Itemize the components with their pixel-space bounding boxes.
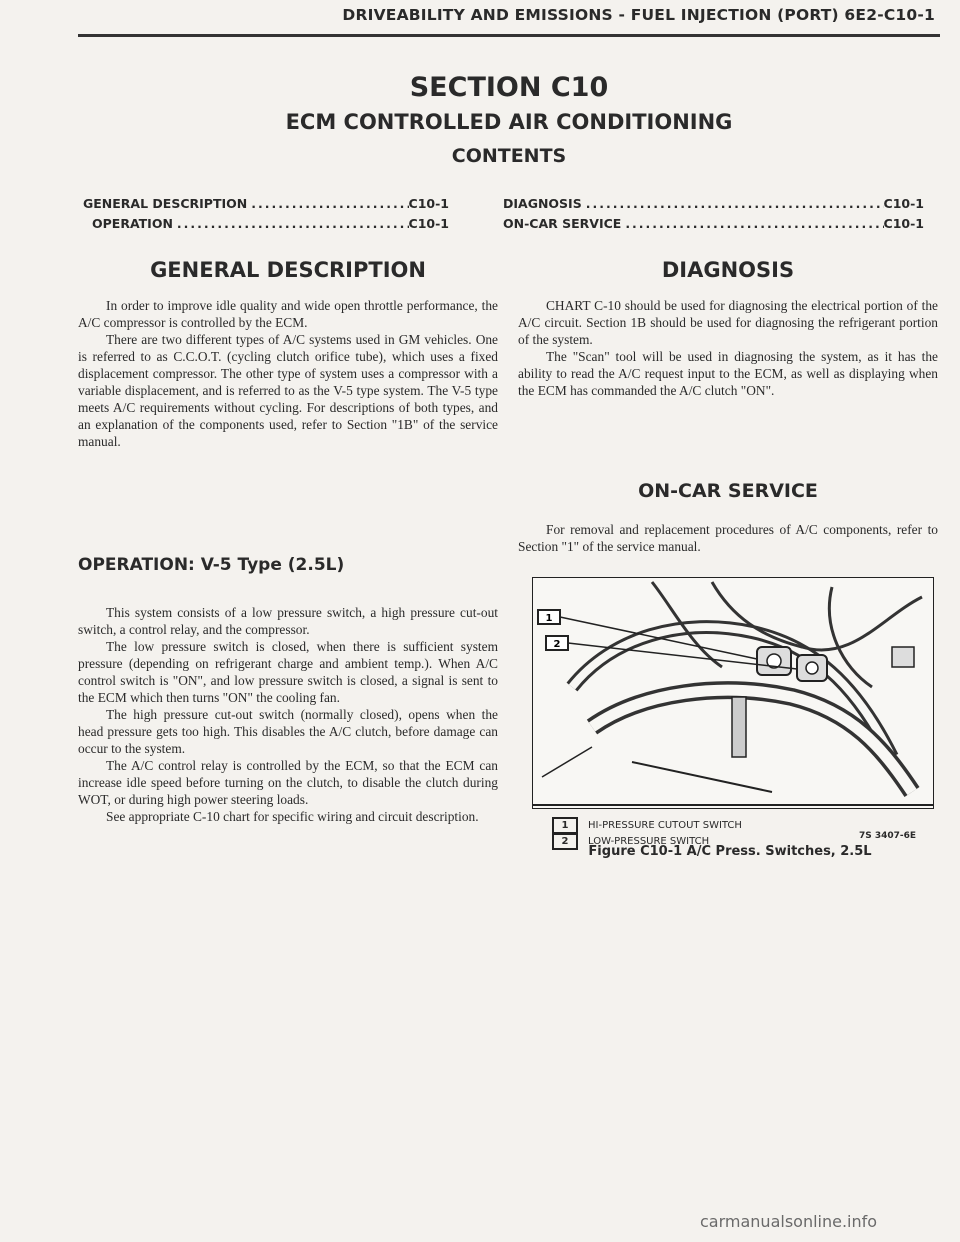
paragraph: For removal and replacement procedures of A/C components, refer to Section "1" of the service manual. xyxy=(518,522,938,554)
operation-body xyxy=(78,604,498,825)
toc-leader xyxy=(621,216,883,231)
contents-title: CONTENTS xyxy=(451,145,567,167)
header-rule xyxy=(78,34,940,37)
toc-page: C10-1 xyxy=(883,216,924,231)
legend-text: LOW-PRESSURE SWITCH xyxy=(588,836,710,847)
running-head: DRIVEABILITY AND EMISSIONS - FUEL INJECTION (PORT) 6E2-C10-1 xyxy=(342,6,935,24)
diagnosis-body xyxy=(518,297,938,399)
figure-legend-item-1 xyxy=(552,817,742,834)
toc-leader xyxy=(582,196,884,211)
diagnosis-heading: DIAGNOSIS xyxy=(661,258,795,282)
toc-leader xyxy=(247,196,408,211)
toc-page: C10-1 xyxy=(408,196,449,211)
toc-page: C10-1 xyxy=(883,196,924,211)
toc-entry-general-description[interactable] xyxy=(83,196,449,211)
paragraph: CHART C-10 should be used for diagnosing the electrical portion of the A/C circuit. Section 1B should be used for diagnosing the refrigerant portion of the system. xyxy=(518,298,938,347)
toc-label: GENERAL DESCRIPTION xyxy=(83,196,248,211)
figure-caption: Figure C10-1 A/C Press. Switches, 2.5L xyxy=(588,844,872,859)
general-description-body xyxy=(78,297,498,450)
callout-number: 2 xyxy=(552,833,578,850)
svg-text:1: 1 xyxy=(545,613,553,624)
paragraph: See appropriate C-10 chart for specific wiring and circuit description. xyxy=(106,809,479,824)
on-car-service-body xyxy=(518,521,938,555)
figure-code: 7S 3407-6E xyxy=(859,831,917,841)
legend-text: HI-PRESSURE CUTOUT SWITCH xyxy=(588,820,742,831)
svg-text:2: 2 xyxy=(553,639,561,650)
section-subtitle: ECM CONTROLLED AIR CONDITIONING xyxy=(285,110,733,134)
paragraph: The "Scan" tool will be used in diagnosing the system, as it has the ability to read the A/C request input to the ECM, as well as displaying when the ECM has commanded the A/C clutch "ON". xyxy=(518,349,938,398)
on-car-service-heading: ON-CAR SERVICE xyxy=(638,480,818,502)
paragraph: In order to improve idle quality and wide open throttle performance, the A/C compressor is controlled by the ECM. xyxy=(78,298,498,330)
toc-entry-diagnosis[interactable] xyxy=(503,196,924,211)
paragraph: The low pressure switch is closed, when there is sufficient system pressure (depending on refrigerant charge and ambient temp.). When A/C control switch is "ON", and low pressure switch is closed, a signal is sent to the ECM which then turns "ON" the cooling fan. xyxy=(78,639,498,705)
paragraph: The high pressure cut-out switch (normally closed), opens when the head pressure gets too high. This disables the A/C clutch, before damage can occur to the system. xyxy=(78,707,498,756)
paragraph: The A/C control relay is controlled by the ECM, so that the ECM can increase idle speed before turning on the clutch, to disable the clutch during WOT, or during high power steering loads. xyxy=(78,758,498,807)
ac-pressure-switches-illustration xyxy=(532,577,934,809)
callout-number: 1 xyxy=(552,817,578,834)
section-title: SECTION C10 xyxy=(409,72,609,103)
toc-label: DIAGNOSIS xyxy=(503,196,582,211)
operation-heading: OPERATION: V-5 Type (2.5L) xyxy=(78,555,345,575)
toc-page: C10-1 xyxy=(408,216,449,231)
toc-label: ON-CAR SERVICE xyxy=(503,216,622,231)
paragraph: There are two different types of A/C systems used in GM vehicles. One is referred to as C.C.O.T. (cycling clutch orifice tube), which uses a fixed displacement compressor. The other type of system uses a compressor with a variable displacement, and is referred to as the V-5 type system. The V-5 type meets A/C requirements without cycling. For descriptions of both types, and an explanation of the components used, refer to Section "1B" of the service manual. xyxy=(78,332,498,449)
watermark: carmanualsonline.info xyxy=(700,1212,878,1231)
general-description-heading: GENERAL DESCRIPTION xyxy=(150,258,426,282)
toc-entry-operation[interactable] xyxy=(92,216,449,231)
toc-leader xyxy=(173,216,409,231)
toc-entry-on-car-service[interactable] xyxy=(503,216,924,231)
toc-label: OPERATION xyxy=(92,216,173,231)
paragraph: This system consists of a low pressure switch, a high pressure cut-out switch, a control relay, and the compressor. xyxy=(78,605,498,637)
